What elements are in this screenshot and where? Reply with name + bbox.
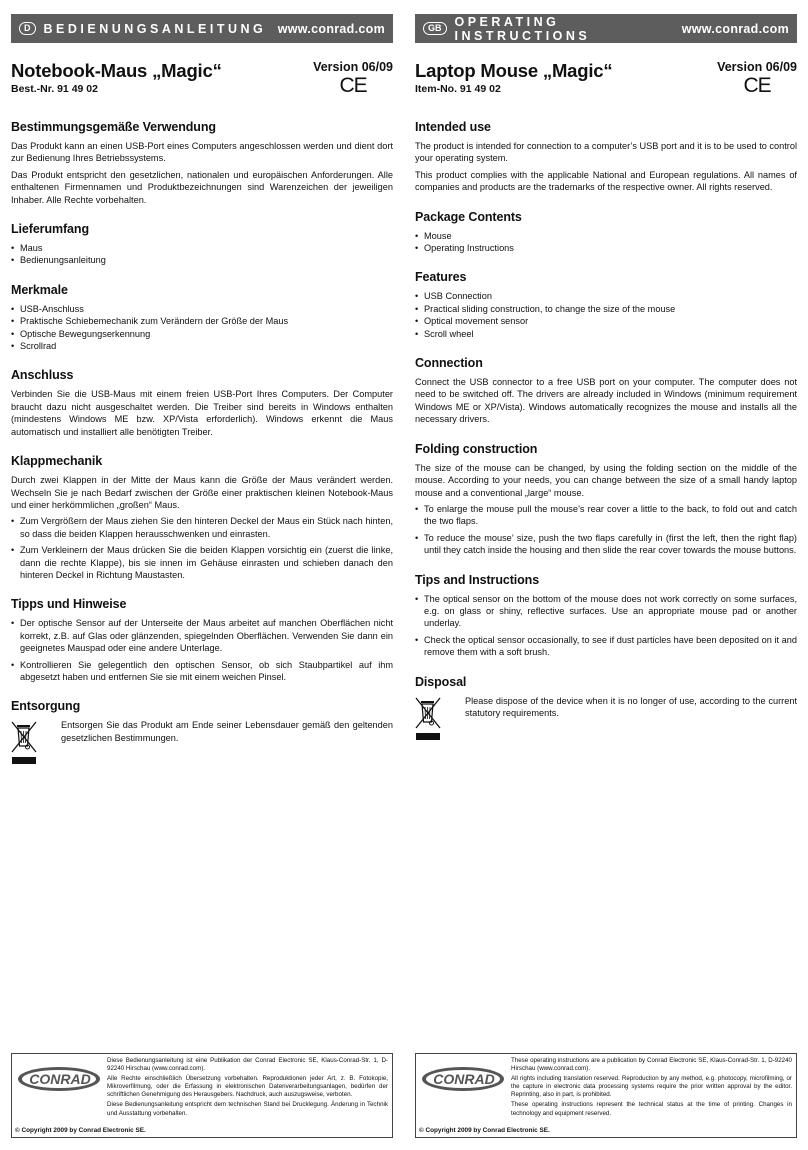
package-contents-list (415, 230, 797, 255)
section-heading-disposal: Entsorgung (11, 699, 81, 714)
section-heading-intended-use: Bestimmungsgemäße Verwendung (11, 120, 216, 134)
header-title: OPERATING INSTRUCTIONS (454, 14, 591, 43)
publisher-footer (415, 1053, 797, 1138)
disposal-block (415, 695, 797, 743)
section-heading-connection: Anschluss (11, 368, 74, 383)
footer-paragraph: These operating instructions represent the technical status at the time of printing. Changes in technology and equipment reserved. (511, 1101, 792, 1117)
paragraph: Durch zwei Klappen in der Mitte der Maus kann die Größe der Maus verändert werden. Wechseln Sie je nach Bedarf zwischen der Größe einer praktischen kleinen Notebook-Maus und einer herkömmlichen „großen“ Maus. (11, 475, 393, 510)
list-item: • USB-Anschluss (11, 303, 393, 315)
footer-paragraph: Diese Bedienungsanleitung ist eine Publikation der Conrad Electronic SE, Klaus-Conrad-Str. 1, D-92240 Hirschau (www.conrad.com). (107, 1057, 388, 1073)
list-item: • Scroll wheel (415, 328, 797, 340)
version-block (313, 60, 393, 98)
header-title: BEDIENUNGSANLEITUNG (43, 21, 267, 36)
list-item: • Der optische Sensor auf der Unterseite der Maus arbeitet auf manchen Oberflächen nicht korrekt, z.B. auf Glas oder glänzenden, spiegelnden Oberflächen. Verwenden Sie dann ein geeignetes Mauspad oder eine andere Unterlage. (11, 617, 393, 654)
paragraph: The product is intended for connection to a computer’s USB port and it is to be used to control your operating system. (415, 141, 797, 164)
list-item: • Mouse (415, 230, 797, 242)
title-row (11, 60, 393, 104)
publisher-footer (11, 1053, 393, 1138)
tips-list (11, 617, 393, 683)
section-heading-folding: Klappmechanik (11, 454, 103, 469)
section-heading-tips: Tipps und Hinweise (11, 597, 127, 612)
paragraph: Verbinden Sie die USB-Maus mit einem freien USB-Port Ihres Computers. Der Computer braucht dazu nicht ausgeschaltet werden. Die Treiber sind bereits in Windows enthalten (mindestens Windows ME bzw. XP/Vista erforderlich). Windows erkennt die Maus automatisch und installiert alle benötigten Treiber. (11, 389, 393, 437)
section-heading-connection: Connection (415, 356, 483, 371)
footer-paragraph: These operating instructions are a publication by Conrad Electronic SE, Klaus-Conrad-Str. 1, D-92240 Hirschau (www.conrad.com). (511, 1057, 792, 1073)
language-code-badge: GB (423, 22, 447, 35)
item-number: Best.-Nr. 91 49 02 (11, 83, 98, 95)
ce-mark-icon: CE (743, 74, 771, 97)
copyright: © Copyright 2009 by Conrad Electronic SE. (419, 1127, 550, 1134)
list-item: • Scrollrad (11, 340, 393, 352)
package-contents-list (11, 242, 393, 267)
disposal-block (11, 719, 393, 767)
language-code-badge: D (19, 22, 36, 35)
title-row (415, 60, 797, 104)
list-item: • The optical sensor on the bottom of the mouse does not work correctly on some surfaces, e.g. on glass or shiny, reflective surfaces. Use an appropriate mouse pad or another underlay. (415, 593, 797, 630)
list-item: • Bedienungsanleitung (11, 254, 393, 266)
header-url: www.conrad.com (277, 21, 385, 36)
footer-paragraph: Diese Bedienungsanleitung entspricht dem technischen Stand bei Drucklegung. Änderung in Technik und Ausstattung vorbehalten. (107, 1101, 388, 1117)
copyright: © Copyright 2009 by Conrad Electronic SE. (15, 1127, 146, 1134)
features-list (11, 303, 393, 353)
list-item: • Zum Verkleinern der Maus drücken Sie die beiden Klappen vorsichtig ein (zuerst die linke, dann die rechte Klappe), bis sie innen im Gehäuse einrasten und schieben danach den hinteren Deckel in Richtung Maustasten. (11, 544, 393, 581)
list-item: • Optical movement sensor (415, 315, 797, 327)
language-header (415, 14, 797, 43)
section-heading-package-contents: Package Contents (415, 209, 522, 224)
list-item: • Praktische Schiebemechanik zum Verändern der Größe der Maus (11, 315, 393, 327)
section-heading-features: Merkmale (11, 282, 68, 297)
disposal-text: Entsorgen Sie das Produkt am Ende seiner Lebensdauer gemäß den geltenden gesetzlichen Bestimmungen. (61, 720, 393, 743)
ce-mark-icon: CE (339, 74, 367, 97)
disposal-text: Please dispose of the device when it is no longer of use, according to the current statutory requirements. (465, 695, 797, 718)
list-item: • Maus (11, 242, 393, 254)
list-item: • USB Connection (415, 290, 797, 302)
section-heading-features: Features (415, 270, 467, 285)
footer-paragraph: Alle Rechte einschließlich Übersetzung vorbehalten. Reproduktionen jeder Art, z. B. Fotokopie, Mikroverfilmung, oder die Erfassung in elektronischen Datenverarbeitungsanlagen, bedürfen der schriftlichen Genehmigung des Herausgebers. Nachdruck, auch auszugsweise, verboten. (107, 1075, 388, 1099)
section-heading-package-contents: Lieferumfang (11, 222, 89, 237)
folding-list (415, 503, 797, 557)
conrad-logo (16, 1064, 102, 1094)
tips-list (415, 593, 797, 659)
product-title: Notebook-Maus „Magic“ (11, 60, 222, 81)
footer-paragraph: All rights including translation reserved. Reproduction by any method, e.g. photocopy, microfilming, or the capture in electronic data processing systems require the prior written approval by the editor. Reprinting, also in part, is prohibited. (511, 1075, 792, 1099)
list-item: • Check the optical sensor occasionally, to see if dust particles have been deposited on it and remove them with a soft brush. (415, 634, 797, 659)
logo-text: CONRAD (433, 1071, 495, 1087)
paragraph: Das Produkt kann an einen USB-Port eines Computers angeschlossen werden und dient dort zur Bedienung Ihres Betriebssystems. (11, 141, 393, 164)
paragraph: Connect the USB connector to a free USB port on your computer. The computer does not need to be switched off. The drivers are already included in Windows (minimum requirement Windows ME or XP/Vista). Windows automatically recognizes the mouse and installs all the necessary drivers. (415, 377, 797, 425)
list-item: • Practical sliding construction, to change the size of the mouse (415, 303, 797, 315)
list-item: • Operating Instructions (415, 242, 797, 254)
section-heading-tips: Tips and Instructions (415, 572, 540, 587)
list-item: • Optische Bewegungserkennung (11, 328, 393, 340)
logo-text: CONRAD (29, 1071, 91, 1087)
product-title: Laptop Mouse „Magic“ (415, 60, 613, 81)
crossed-out-wheelie-bin-icon (415, 695, 441, 743)
footer-text (107, 1057, 388, 1120)
german-column (11, 14, 393, 767)
language-header (11, 14, 393, 43)
footer-text (511, 1057, 792, 1120)
section-heading-intended-use: Intended use (415, 120, 491, 134)
list-item: • Zum Vergrößern der Maus ziehen Sie den hinteren Deckel der Maus ein Stück nach hinten, so dass die beiden Klappen herausschwenken und einrasten. (11, 515, 393, 540)
list-item: • To reduce the mouse’ size, push the two flaps carefully in (first the left, then the right flap) until they catch inside the housing and then slide the rear cover towards the mouse buttons. (415, 532, 797, 557)
section-heading-folding: Folding construction (415, 441, 538, 456)
header-url: www.conrad.com (681, 21, 789, 36)
item-number: Item-No. 91 49 02 (415, 83, 501, 95)
conrad-logo (420, 1064, 506, 1094)
english-column (415, 14, 797, 743)
section-heading-disposal: Disposal (415, 674, 467, 689)
folding-list (11, 515, 393, 581)
crossed-out-wheelie-bin-icon (11, 719, 37, 767)
version-block (717, 60, 797, 98)
version-label: Version 06/09 (313, 60, 393, 74)
version-label: Version 06/09 (717, 60, 797, 74)
paragraph: Das Produkt entspricht den gesetzlichen, nationalen und europäischen Anforderungen. Alle enthaltenen Firmennamen und Produktbezeichnungen sind Warenzeichen der jeweiligen Inhaber. Alle Rechte vorbehalten. (11, 169, 393, 205)
paragraph: The size of the mouse can be changed, by using the folding section on the middle of the mouse. According to your needs, you can change between the size of a small handy laptop mouse and a conventional „large“ mouse. (415, 462, 797, 498)
paragraph: This product complies with the applicable National and European regulations. All names of companies and products are the trademarks of the respective owner. All rights reserved. (415, 169, 797, 193)
list-item: • To enlarge the mouse pull the mouse’s rear cover a little to the back, to fold out and catch the two flaps. (415, 503, 797, 528)
list-item: • Kontrollieren Sie gelegentlich den optischen Sensor, ob sich Staubpartikel auf ihm abgesetzt haben und entfernen Sie sie mit einem weichen Pinsel. (11, 659, 393, 684)
features-list (415, 290, 797, 340)
